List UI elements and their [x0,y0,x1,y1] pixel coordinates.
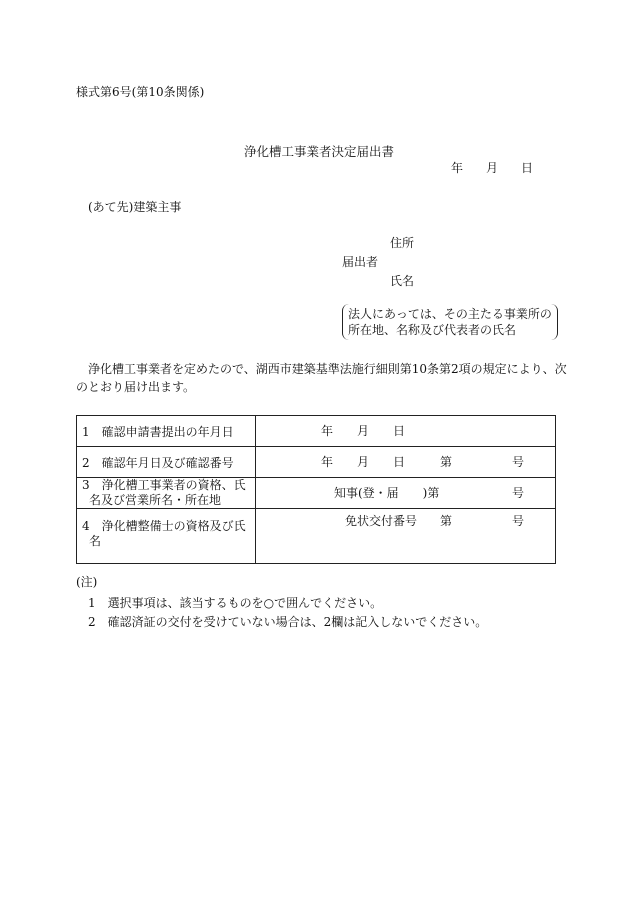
notes-heading: (注) [76,575,98,589]
row-3-label-line-2: 名及び営業所名・所在地 [89,493,222,507]
row-2-year: 年 [321,455,334,469]
row-4-number-prefix: 第 [440,514,453,528]
row-3-value[interactable] [256,478,556,509]
row-3-number-suffix: 号 [512,486,525,500]
date-year-label: 年 [451,161,464,175]
row-4-label-line-2: 名 [89,534,102,548]
address-label: 住所 [390,236,415,250]
row-4-label [77,509,256,564]
row-2-label: 2 確認年月日及び確認番号 [77,447,256,478]
name-label: 氏名 [390,274,415,288]
row-3-license-text: 知事(登・届 )第 [334,486,440,500]
row-4-number-suffix: 号 [512,514,525,528]
row-1-day: 日 [393,424,406,438]
row-2-value[interactable] [256,447,556,478]
row-1-month: 月 [357,424,370,438]
body-text-line-1: 浄化槽工事業者を定めたので、湖西市建築基準法施行細則第10条第2項の規定により、次 [88,362,567,376]
row-2-month: 月 [357,455,370,469]
row-1-year: 年 [321,424,334,438]
table-row [77,447,556,478]
table-row [77,509,556,564]
row-3-label [77,478,256,509]
date-day-label: 日 [521,161,534,175]
row-4-license-label: 免状交付番号 [345,514,418,528]
corporate-note-line-2: 所在地、名称及び代表者の氏名 [348,323,517,337]
form-number: 様式第6号(第10条関係) [76,85,205,99]
notification-table [76,415,556,564]
note-item-1: 1 選択事項は、該当するものを○で囲んでください。 [88,596,383,610]
row-2-number-prefix: 第 [440,455,453,469]
row-4-value[interactable] [256,509,556,564]
row-2-number-suffix: 号 [512,455,525,469]
date-month-label: 月 [486,161,499,175]
corporate-note-bracket [342,304,558,340]
document-title: 浄化槽工事業者決定届出書 [244,144,395,159]
body-text-line-2: のとおり届け出ます。 [76,380,196,394]
row-1-value[interactable] [256,416,556,447]
row-2-day: 日 [393,455,406,469]
row-4-label-line-1: 4 浄化槽整備士の資格及び氏 [82,519,246,533]
table-row [77,416,556,447]
row-3-label-line-1: 3 浄化槽工事業者の資格、氏 [82,478,246,492]
corporate-note-line-1: 法人にあっては、その主たる事業所の [348,307,552,321]
row-1-label: 1 確認申請書提出の年月日 [77,416,256,447]
notifier-label: 届出者 [342,255,379,269]
note-item-2: 2 確認済証の交付を受けていない場合は、2欄は記入しないでください。 [88,615,488,629]
addressee: (あて先)建築主事 [88,200,182,214]
table-row [77,478,556,509]
